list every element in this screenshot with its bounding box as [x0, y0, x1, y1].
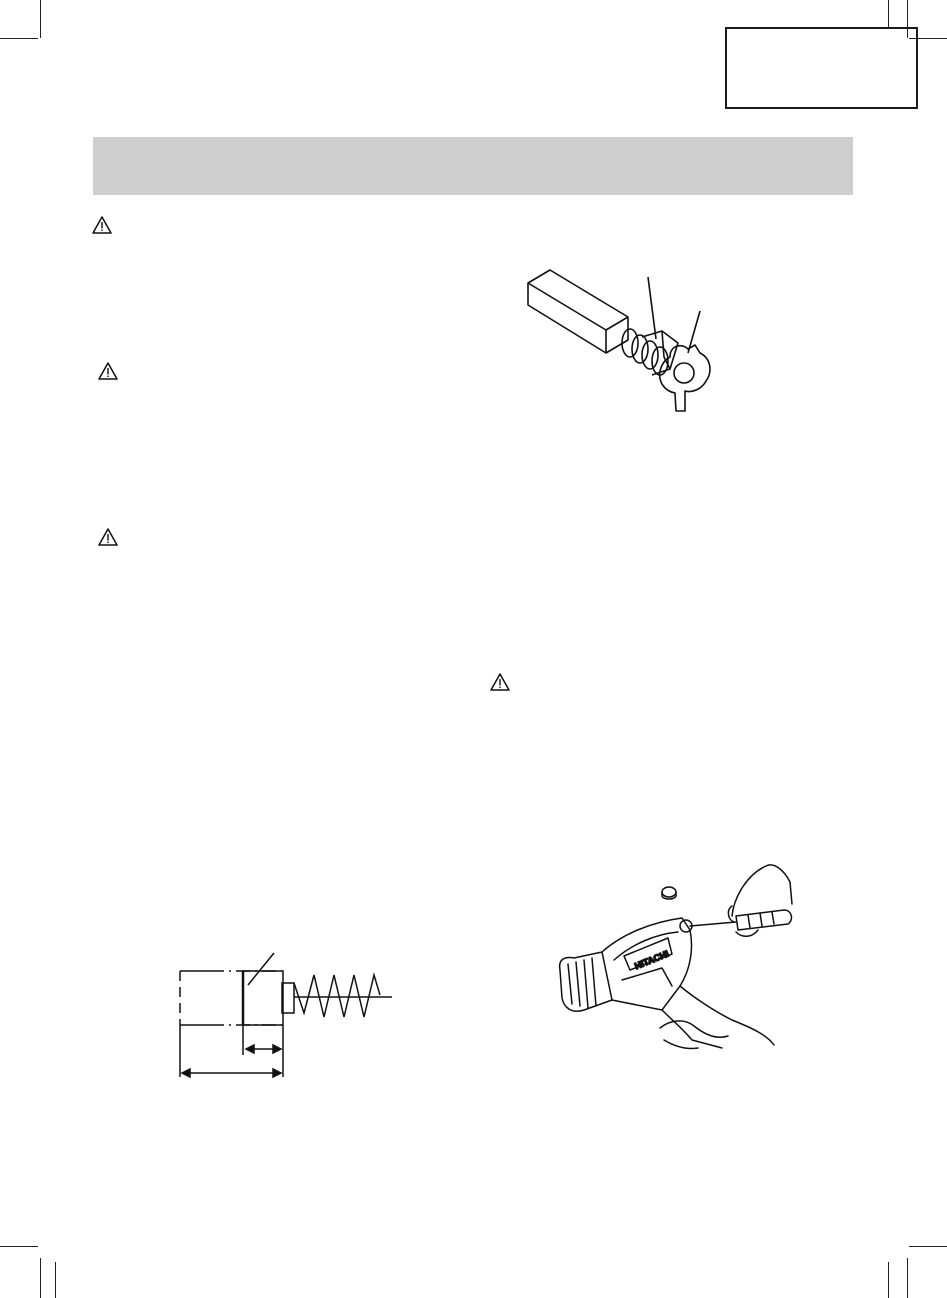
brand-mark: HITACHI [633, 948, 671, 972]
brush-wear-limit-figure [170, 945, 400, 1080]
language-box [725, 27, 918, 109]
warning-triangle-icon [98, 362, 118, 380]
section-header-band [93, 137, 853, 195]
carbon-brush-figure [520, 265, 740, 420]
warning-triangle-icon [92, 216, 112, 234]
warning-triangle-icon [98, 528, 118, 546]
warning-triangle-icon [490, 673, 510, 691]
drill-brush-cap-removal-figure [552, 860, 802, 1055]
